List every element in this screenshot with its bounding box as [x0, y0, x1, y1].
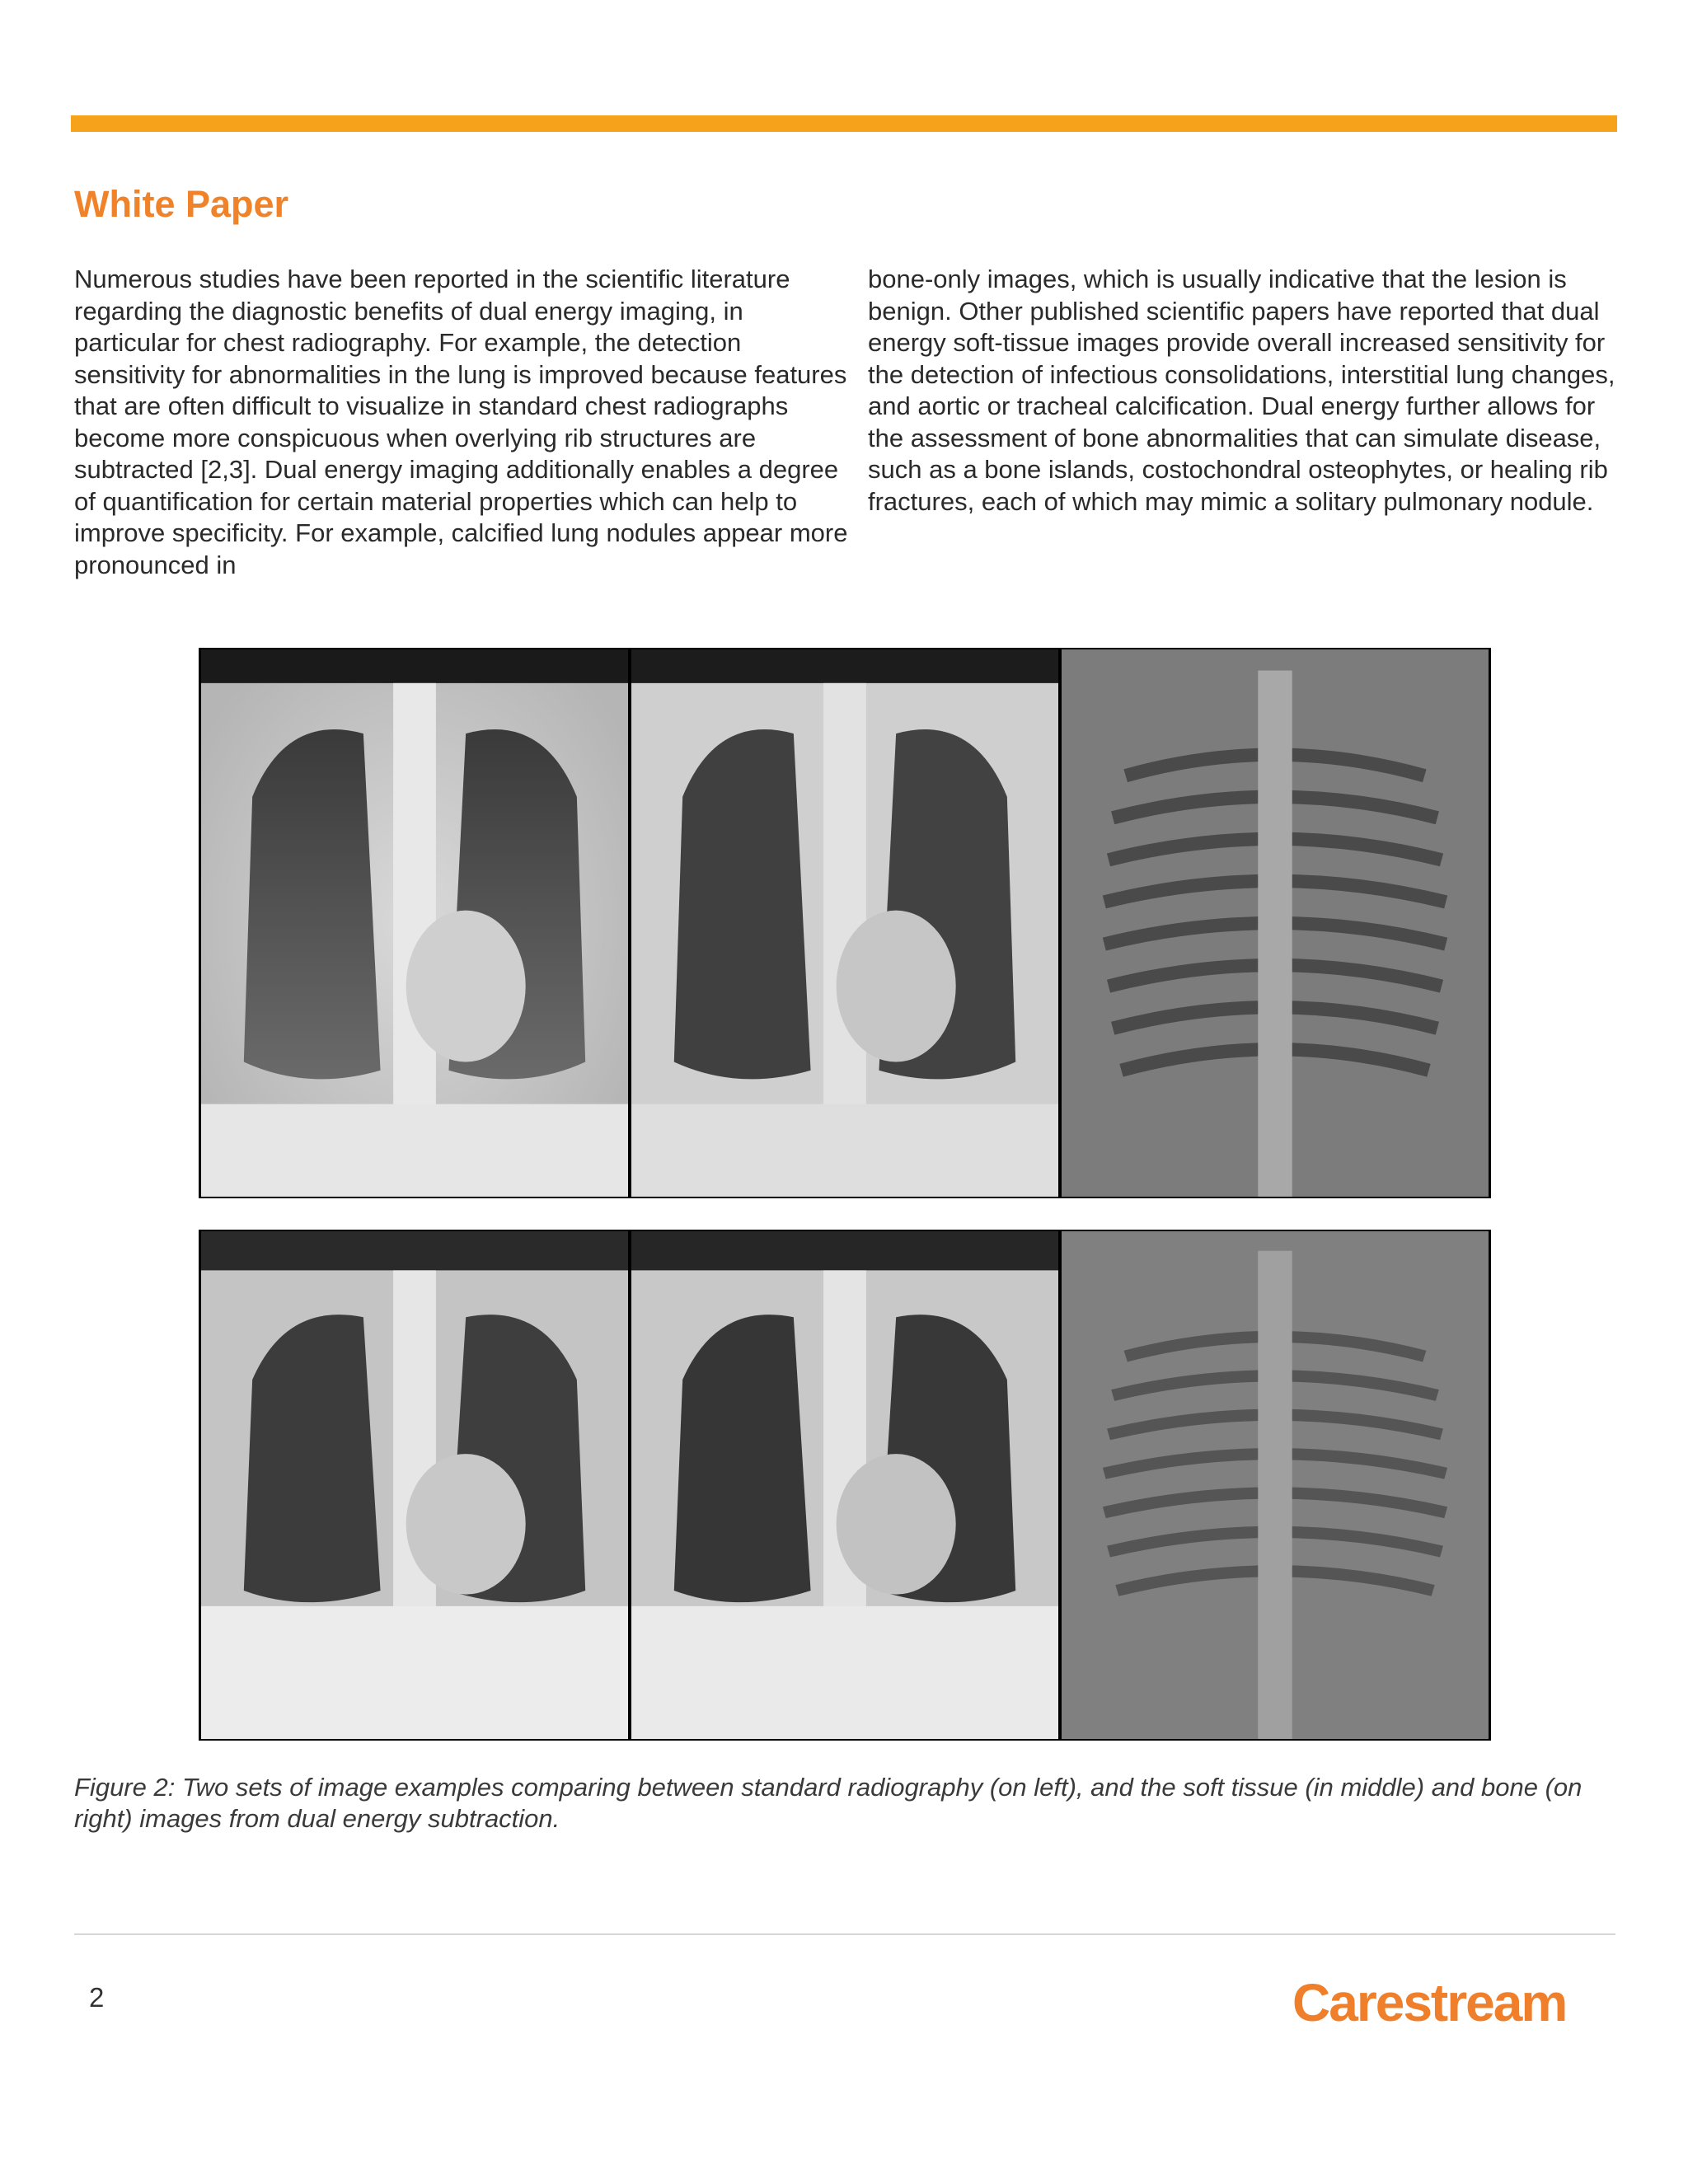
- figure-set-2: [199, 1230, 1491, 1741]
- body-text-left-column: Numerous studies have been reported in the scientific literature regarding the diagnostic benefits of dual energy imaging, in particular for chest radiography. For example, the detection sensitivity for abnormalities in the lung is improved because features that are often difficult to visualize in standard chest radiographs become more conspicuous when overlying rib structures are subtracted [2,3]. Dual energy imaging additionally enables a degree of quantification for certain material properties which can help to improve specificity. For example, calcified lung nodules appear more pronounced in: [74, 265, 848, 579]
- body-text-right-column: bone-only images, which is usually indicative that the lesion is benign. Other published scientific papers have reported that dual energy soft-tissue images provide overall increased sensitivity for the detection of infectious consolidations, interstitial lung changes, and aortic or tracheal calcification. Dual energy further allows for the assessment of bone abnormalities that can simulate disease, such as a bone islands, costochondral osteophytes, or healing rib fractures, each of which may mimic a solitary pulmonary nodule.: [868, 265, 1615, 516]
- carestream-logo: Carestream: [1292, 1973, 1567, 2032]
- document-title: White Paper: [74, 183, 289, 225]
- xray-standard-2: [201, 1231, 628, 1739]
- footer-divider: [74, 1933, 1615, 1935]
- xray-soft-tissue-2: [631, 1231, 1058, 1739]
- xray-standard-1: [201, 649, 628, 1197]
- xray-soft-tissue-1: [631, 649, 1058, 1197]
- xray-bone-1: [1062, 649, 1489, 1197]
- header-accent-bar: [71, 115, 1617, 132]
- figure-caption: Figure 2: Two sets of image examples comparing between standard radiography (on left), and the soft tissue (in middle) and bone (on right) images from dual energy subtraction.: [74, 1773, 1582, 1833]
- figure-set-1: [199, 648, 1491, 1198]
- page-number: 2: [89, 1982, 105, 2013]
- xray-bone-2: [1062, 1231, 1489, 1739]
